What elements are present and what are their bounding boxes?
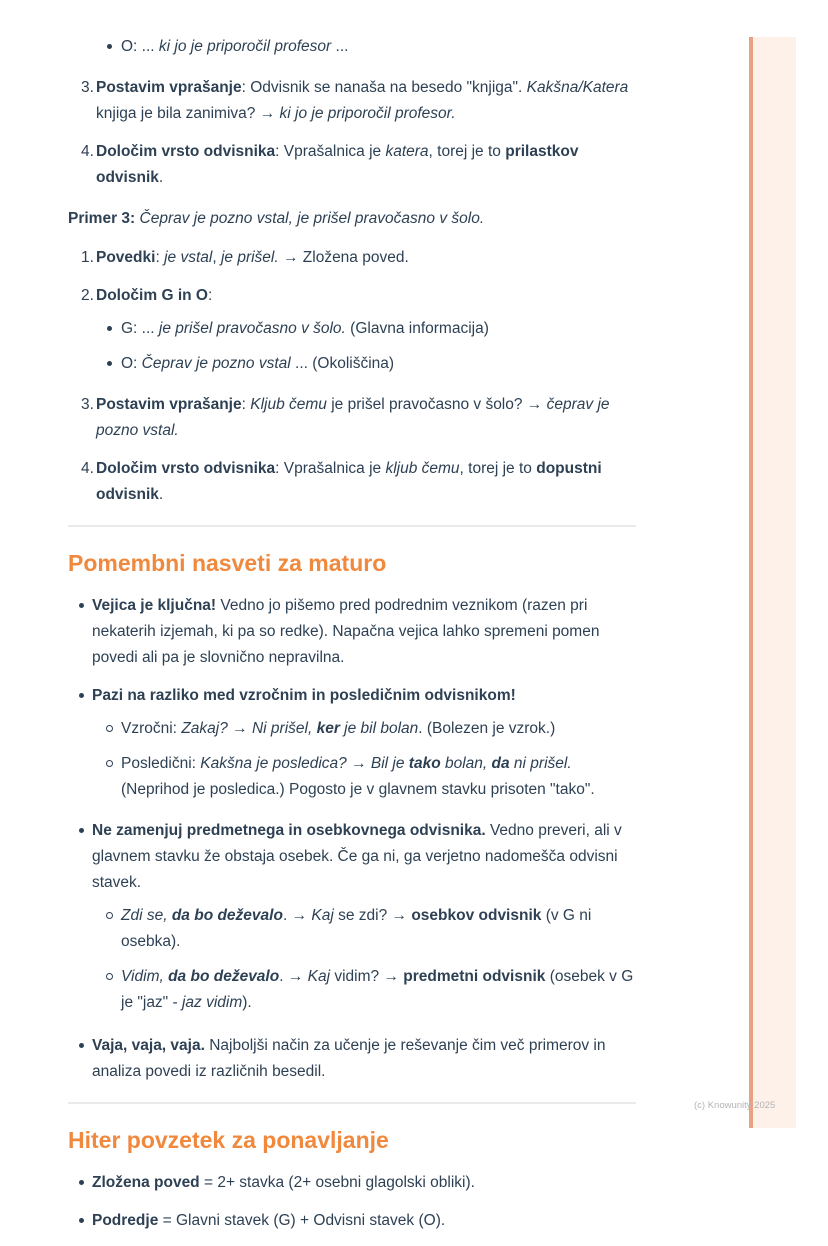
text-run: se zdi? → [333, 907, 412, 924]
bullet-list-item [68, 1170, 636, 1196]
bullet-icon [79, 1043, 84, 1048]
text-run: : Odvisnik se nanaša na besedo "knjiga". [241, 79, 527, 96]
text-run: ... (Okoliščina) [290, 355, 395, 372]
text-run: bolan, [440, 755, 492, 772]
sub-bullet-item [68, 964, 636, 1016]
bullet-icon [79, 693, 84, 698]
text-run: je prišel pravočasno v šolo. [158, 320, 346, 337]
text-run: osebkov odvisnik [411, 907, 542, 924]
text-run: Vedno preveri, ali v glavnem stavku že obstaja osebek. Če ga ni, ga verjetno nadomešča odvisni stavek. [92, 822, 622, 891]
sub-bullet-item [68, 34, 636, 60]
text-run: Čeprav je pozno vstal [141, 355, 291, 372]
text-run: ki jo je priporočil profesor. [279, 105, 456, 122]
item-number: 4. [81, 143, 94, 160]
text-run: = 2+ stavka (2+ osebni glagolski obliki). [199, 1174, 475, 1191]
bullet-list-item [68, 683, 636, 709]
text-run: Kaj [311, 907, 334, 924]
sub-bullet-item [68, 351, 636, 377]
text-run: Kaj [307, 968, 331, 985]
text-run: Postavim vprašanje [96, 79, 242, 96]
item-number: 2. [81, 287, 94, 304]
sub-bullet-item [68, 903, 636, 955]
sub-bullet-item [68, 316, 636, 342]
text-run: tako [408, 755, 441, 772]
text-run: ni prišel. [509, 755, 572, 772]
numbered-list-item [68, 283, 636, 309]
text-run: Določim G in O [96, 287, 208, 304]
text-run: O: ... [121, 38, 159, 55]
circle-bullet-icon [106, 760, 113, 767]
text-run: ... [331, 38, 349, 55]
numbered-list-item [68, 456, 636, 508]
text-run: Podredje [92, 1212, 159, 1229]
text-run: predmetni odvisnik [403, 968, 546, 985]
bullet-list-item [68, 593, 636, 671]
text-run: da bo deževalo [168, 968, 280, 985]
text-run: Vaja, vaja, vaja. [92, 1037, 205, 1054]
item-number: 3. [81, 79, 94, 96]
text-run: Določim vrsto odvisnika [96, 460, 276, 477]
bullet-list-item [68, 818, 636, 896]
numbered-list-item [68, 245, 636, 271]
text-run: O: [121, 355, 142, 372]
bullet-icon [107, 44, 112, 49]
content-column [68, 34, 636, 1246]
example-paragraph [68, 206, 636, 232]
text-run: jaz vidim [181, 994, 243, 1011]
bullet-list-item [68, 1208, 636, 1234]
text-run: Vidim, [121, 968, 169, 985]
text-run: knjiga je bila zanimiva? → [96, 105, 280, 122]
text-run: , torej je to [428, 143, 506, 160]
text-run: Najboljši način za učenje je reševanje čim več primerov in analiza povedi iz različnih besedil. [92, 1037, 606, 1080]
text-run: . [158, 486, 164, 503]
text-run: je vstal [164, 249, 213, 266]
text-run: da [491, 755, 510, 772]
text-run: (Glavna informacija) [345, 320, 489, 337]
bullet-icon [79, 603, 84, 608]
numbered-list-item [68, 75, 636, 127]
text-run: katera [385, 143, 429, 160]
bullet-icon [107, 361, 112, 366]
text-run: → [346, 755, 371, 772]
text-run: (Neprihod je posledica.) Pogosto je v glavnem stavku prisoten "tako". [121, 781, 595, 798]
text-run: Določim vrsto odvisnika [96, 143, 276, 160]
bullet-icon [79, 1218, 84, 1223]
text-run: (v G ni osebka). [121, 907, 592, 950]
text-run: . (Bolezen je vzrok.) [418, 720, 556, 737]
text-run: Posledični: [121, 755, 201, 772]
section-divider [68, 525, 636, 527]
bullet-icon [79, 1180, 84, 1185]
text-run: je bil bolan [339, 720, 419, 737]
text-run: Postavim vprašanje [96, 396, 242, 413]
text-run: čeprav je pozno vstal. [96, 396, 610, 439]
text-run: Bil je [370, 755, 409, 772]
text-run: Čeprav je pozno vstal, je prišel pravočasno v šolo. [139, 210, 485, 227]
text-run: : [241, 396, 251, 413]
text-run: kljub čemu [385, 460, 460, 477]
circle-bullet-icon [106, 973, 113, 980]
text-run: ). [242, 994, 252, 1011]
text-run: . → [282, 907, 312, 924]
text-run: Kakšna je posledica? [200, 755, 347, 772]
text-run: je prišel. [220, 249, 279, 266]
circle-bullet-icon [106, 912, 113, 919]
text-run: je prišel pravočasno v šolo? → [326, 396, 547, 413]
section-heading: Pomembni nasveti za maturo [68, 550, 387, 576]
bullet-icon [79, 828, 84, 833]
text-run: ki jo je priporočil profesor [158, 38, 332, 55]
text-run: G: ... [121, 320, 159, 337]
sub-bullet-item [68, 716, 636, 742]
numbered-list-item [68, 392, 636, 444]
section-divider [68, 1102, 636, 1104]
text-run: da bo deževalo [171, 907, 283, 924]
text-run: prilastkov odvisnik [96, 143, 579, 186]
text-run: : [155, 249, 165, 266]
text-run: Ne zamenjuj predmetnega in osebkovnega odvisnika. [92, 822, 486, 839]
numbered-list-item [68, 139, 636, 191]
text-run: → Zložena poved. [278, 249, 409, 266]
circle-bullet-icon [106, 725, 113, 732]
text-run: , torej je to [459, 460, 537, 477]
page-edge-accent-strip [749, 37, 796, 1128]
text-run: , [212, 249, 221, 266]
text-run: Zakaj? [181, 720, 228, 737]
section-heading: Hiter povzetek za ponavljanje [68, 1127, 389, 1153]
text-run: Vedno jo pišemo pred podrednim veznikom (razen pri nekaterih izjemah, ki pa so redke). Napačna vejica lahko spremeni pomen povedi ali pa je slovnično nepravilna. [92, 597, 600, 666]
text-run: : Vprašalnica je [275, 143, 386, 160]
item-number: 4. [81, 460, 94, 477]
text-run: Zdi se, [121, 907, 172, 924]
text-run: Vzročni: [121, 720, 182, 737]
page-edge-accent-line [749, 37, 753, 1128]
item-number: 1. [81, 249, 94, 266]
text-run: Zložena poved [92, 1174, 200, 1191]
text-run: : [207, 287, 213, 304]
text-run: → [227, 720, 252, 737]
text-run: Povedki [96, 249, 156, 266]
text-run: . → [279, 968, 308, 985]
text-run: Pazi na razliko med vzročnim in posledičnim odvisnikom! [92, 687, 516, 704]
text-run: dopustni odvisnik [96, 460, 602, 503]
text-run: vidim? → [330, 968, 404, 985]
text-run: Ni prišel, [251, 720, 317, 737]
text-run: Kljub čemu [250, 396, 327, 413]
bullet-icon [107, 326, 112, 331]
text-run: . [158, 169, 164, 186]
text-run: = Glavni stavek (G) + Odvisni stavek (O). [158, 1212, 446, 1229]
text-run: Primer 3: [68, 210, 140, 227]
copyright-note: (c) Knowunity 2025 [694, 1100, 776, 1111]
text-run: ker [316, 720, 340, 737]
sub-bullet-item [68, 751, 636, 803]
text-run: : Vprašalnica je [275, 460, 386, 477]
bullet-list-item [68, 1033, 636, 1085]
text-run: Kakšna/Katera [526, 79, 629, 96]
text-run: (osebek v G je "jaz" - [121, 968, 634, 1011]
item-number: 3. [81, 396, 94, 413]
text-run: Vejica je ključna! [92, 597, 217, 614]
